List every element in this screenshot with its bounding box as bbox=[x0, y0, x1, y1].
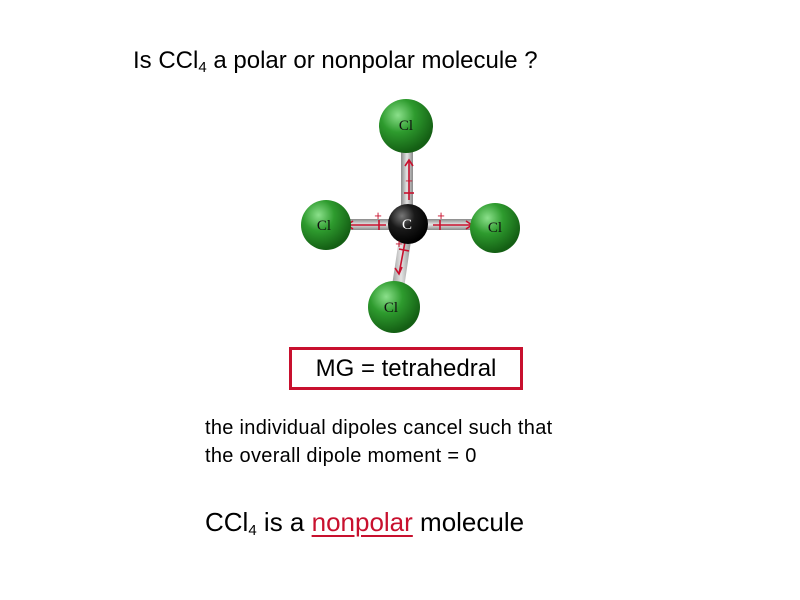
dipole-explanation bbox=[205, 414, 675, 470]
chlorine-label-top: Cl bbox=[398, 118, 414, 134]
conclusion-prefix: CCl bbox=[205, 507, 249, 537]
title-subscript: 4 bbox=[198, 59, 207, 76]
explanation-line-2: the overall dipole moment = 0 bbox=[205, 445, 477, 467]
conclusion-suffix: molecule bbox=[412, 507, 525, 537]
dipole-sign-bottom: + bbox=[395, 236, 403, 251]
chlorine-atom-left bbox=[301, 200, 351, 250]
nonpolar-highlight: nonpolar bbox=[311, 507, 413, 537]
molecular-geometry-box: MG = tetrahedral bbox=[289, 347, 523, 390]
chlorine-label-left: Cl bbox=[316, 218, 332, 234]
chlorine-atom-bottom bbox=[368, 281, 420, 333]
title-prefix: Is CCl bbox=[133, 47, 199, 74]
dipole-sign-top: + bbox=[405, 173, 413, 188]
dipole-sign-right: + bbox=[437, 208, 445, 223]
question-title bbox=[133, 42, 693, 80]
conclusion-middle: is a bbox=[256, 507, 312, 537]
ccl4-molecule-diagram bbox=[290, 92, 530, 340]
explanation-line-1: the individual dipoles cancel such that bbox=[205, 417, 553, 439]
carbon-atom bbox=[388, 204, 428, 244]
chlorine-atom-right bbox=[470, 203, 520, 253]
conclusion-subscript: 4 bbox=[248, 522, 257, 539]
dipole-sign-left: + bbox=[374, 208, 382, 223]
chlorine-atom-top bbox=[379, 99, 433, 153]
conclusion-statement bbox=[205, 502, 685, 542]
chlorine-label-bottom: Cl bbox=[383, 300, 399, 316]
carbon-label: C bbox=[401, 217, 413, 233]
title-suffix: a polar or nonpolar molecule ? bbox=[206, 47, 538, 74]
chlorine-label-right: Cl bbox=[487, 220, 503, 236]
